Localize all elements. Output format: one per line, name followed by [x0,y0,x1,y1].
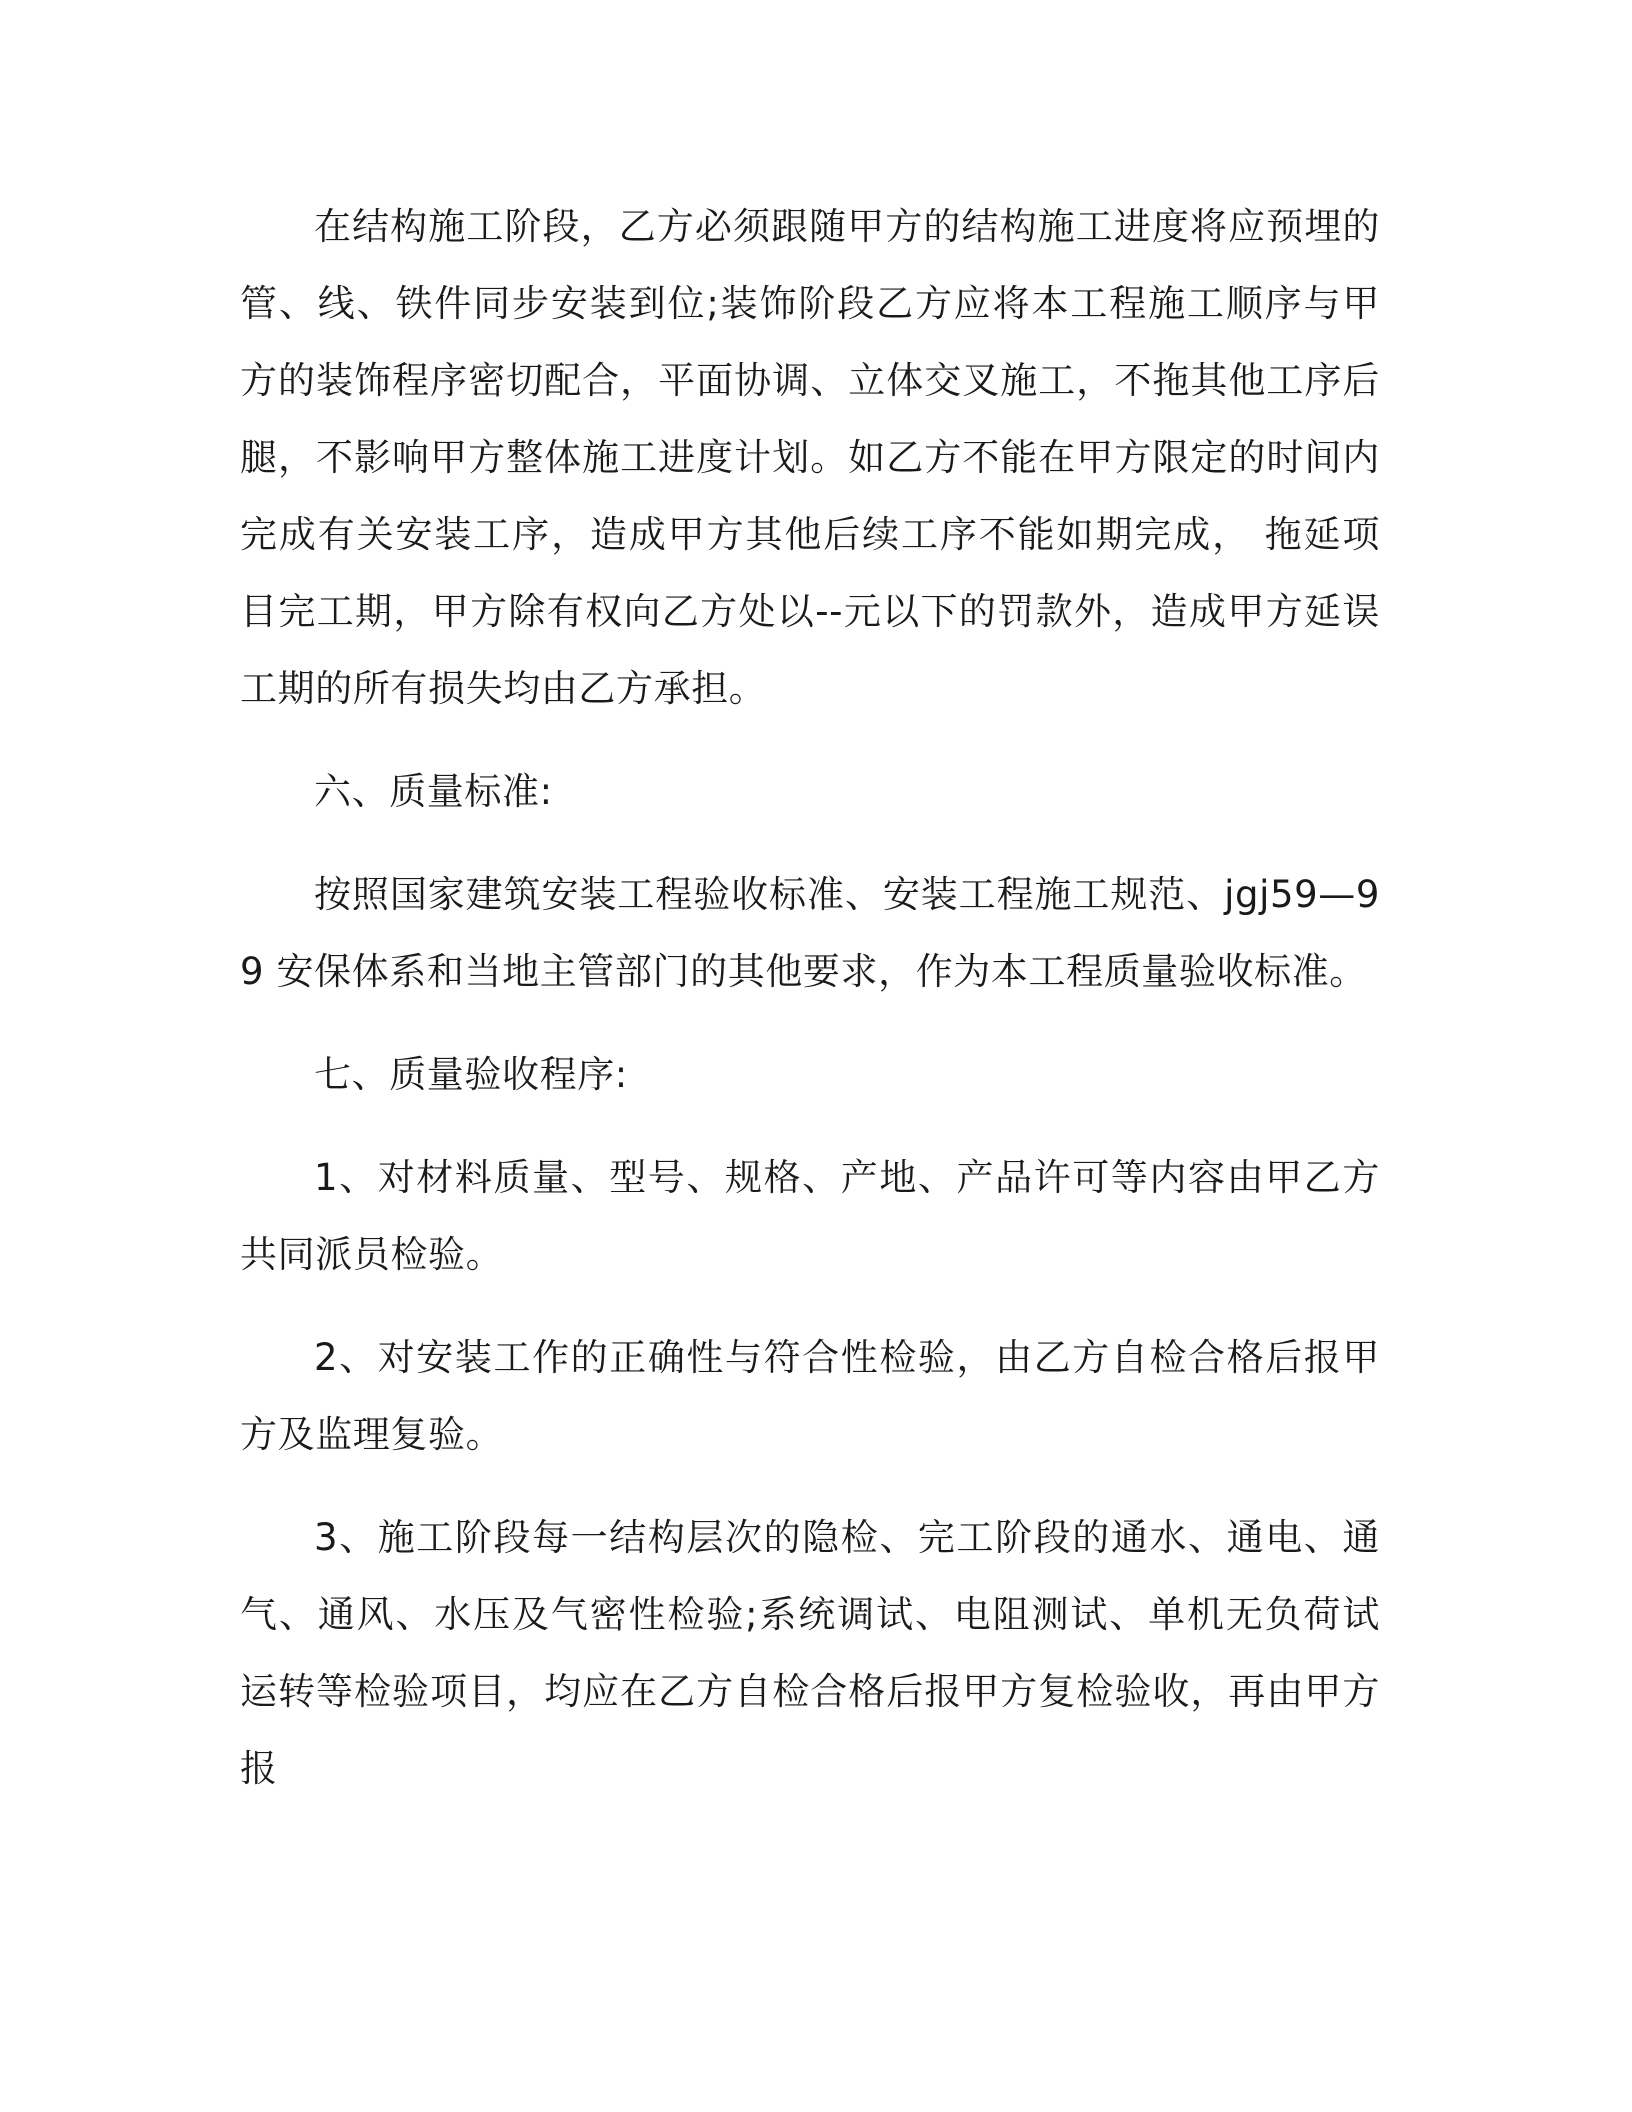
document-body [240,188,1380,1807]
section-heading-acceptance-procedure: 七、质量验收程序: [314,1053,628,1096]
section-heading-quality-standard: 六、质量标准: [314,770,553,813]
list-item-material-inspection: 1、对材料质量、型号、规格、产地、产品许可等内容由甲乙方共同派员检验。 [240,1156,1380,1276]
paragraph-quality-standard: 按照国家建筑安装工程验收标准、安装工程施工规范、jgj59—99 安保体系和当地主管部门的其他要求，作为本工程质量验收标准。 [240,873,1380,993]
list-item-stage-inspection: 3、施工阶段每一结构层次的隐检、完工阶段的通水、通电、通气、通风、水压及气密性检验;系统调试、电阻测试、单机无负荷试运转等检验项目，均应在乙方自检合格后报甲方复检验收，再由甲方报 [240,1516,1380,1790]
paragraph-construction-schedule: 在结构施工阶段，乙方必须跟随甲方的结构施工进度将应预埋的管、线、铁件同步安装到位;装饰阶段乙方应将本工程施工顺序与甲方的装饰程序密切配合，平面协调、立体交叉施工，不拖其他工序后腿，不影响甲方整体施工进度计划。如乙方不能在甲方限定的时间内完成有关安装工序，造成甲方其他后续工序不能如期完成， 拖延项目完工期，甲方除有权向乙方处以--元以下的罚款外，造成甲方延误工期的所有损失均由乙方承担。 [240,205,1380,710]
list-item-installation-check: 2、对安装工作的正确性与符合性检验，由乙方自检合格后报甲方及监理复验。 [240,1336,1380,1456]
